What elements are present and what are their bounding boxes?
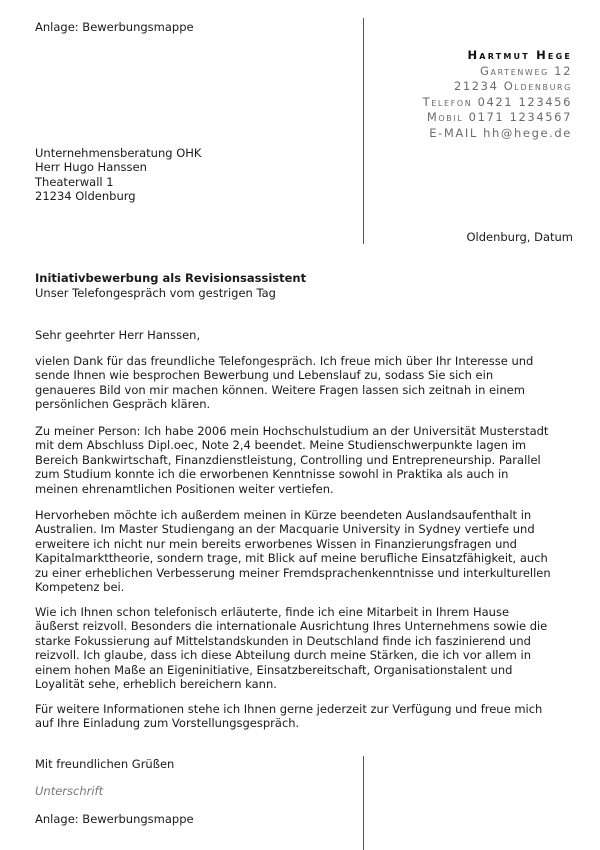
sender-city: 21234 Oldenburg — [453, 79, 572, 93]
recipient-line: Unternehmensberatung OHK — [35, 146, 202, 160]
sender-block — [423, 48, 572, 141]
salutation: Sehr geehrter Herr Hanssen, — [35, 328, 201, 342]
body-paragraph: Für weitere Informationen stehe ich Ihnen gerne jederzeit zur Verfügung und freue mich auf Ihre Einladung zum Vorstellungsgespräch. — [35, 702, 543, 731]
sender-mobile-line — [423, 110, 572, 126]
sender-email-line — [423, 126, 572, 142]
divider-bottom — [363, 756, 364, 850]
recipient-line: 21234 Oldenburg — [35, 188, 136, 203]
closing: Mit freundlichen Grüßen — [35, 757, 175, 771]
sender-phone-label: Telefon — [422, 94, 473, 109]
subject-title: Initiativbewerbung als Revisionsassistent — [35, 271, 307, 285]
body-paragraph: Hervorheben möchte ich außerdem meinen in Kürze beendeten Auslandsaufenthalt in Australien. Im Master Studiengang an der Macquarie University in Sydney vertiefe und erweitere ich nicht nur mein bereits erworbenes Wissen in Finanzierungsfragen und Kapitalmarkttheorie, sondern trage, mit Blick auf meine berufliche Einsatzfähigkeit, auch zu einer erheblichen Verbesserung meiner Fremdsprachenkenntnisse und interkulturellen Kompetenz bei. — [35, 508, 551, 595]
subject-reference: Unser Telefongespräch vom gestrigen Tag — [35, 285, 276, 300]
recipient-address — [35, 146, 201, 203]
body-paragraph: vielen Dank für das freundliche Telefongespräch. Ich freue mich über Ihr Interesse und sende Ihnen wie besprochen Bewerbung und Lebenslauf zu, sodass Sie sich ein genaueres Bild von mir machen können. Weitere Fragen lassen sich zeitnah in einem persönlichen Gespräch klären. — [35, 354, 534, 412]
sender-mobile-label: Mobil — [426, 110, 464, 124]
divider-top — [363, 18, 364, 244]
subject-block — [35, 271, 306, 300]
attachment-note-top: Anlage: Bewerbungsmappe — [35, 20, 194, 34]
sender-phone-line — [423, 95, 572, 111]
sender-mobile: 0171 1234567 — [468, 110, 572, 124]
body-paragraph: Wie ich Ihnen schon telefonisch erläuterte, finde ich eine Mitarbeit in Ihrem Hause äußerst reizvoll. Besonders die internationale Ausrichtung Ihres Unternehmens sowie die starke Fokussierung auf Mittelstandskunden in Deutschland finde ich faszinierend und reizvoll. Ich glaube, dass ich diese Abteilung durch meine Stärken, die ich vor allem in einem hohen Maße an Eigeninitiative, Einsatzbereitschaft, Organisationstalent und Loyalität sehe, erheblich bereichern kann. — [35, 605, 548, 692]
sender-name: Hartmut Hege — [467, 48, 572, 62]
signature: Unterschrift — [35, 784, 104, 798]
sender-phone: 0421 123456 — [477, 94, 572, 109]
recipient-line: Theaterwall 1 — [35, 174, 114, 189]
sender-email-label: E-MAIL — [429, 125, 478, 140]
place-date: Oldenburg, Datum — [466, 230, 573, 244]
attachment-note-bottom: Anlage: Bewerbungsmappe — [35, 812, 194, 826]
sender-street: Gartenweg 12 — [480, 63, 572, 78]
body-paragraph: Zu meiner Person: Ich habe 2006 mein Hochschulstudium an der Universität Musterstadt mit dem Abschluss Dipl.oec, Note 2,4 beendet. Meine Studienschwerpunkte lagen im Bereich Bankwirtschaft, Finanzdienstleistung, Controlling und Entrepreneurship. Parallel zum Studium konnte ich die erworbenen Kenntnisse sowohl in Praktika als auch in meinen ehrenamtlichen Positionen weiter vertiefen. — [35, 424, 549, 496]
recipient-line: Herr Hugo Hanssen — [35, 160, 147, 175]
sender-email: hh@hege.de — [483, 125, 572, 140]
